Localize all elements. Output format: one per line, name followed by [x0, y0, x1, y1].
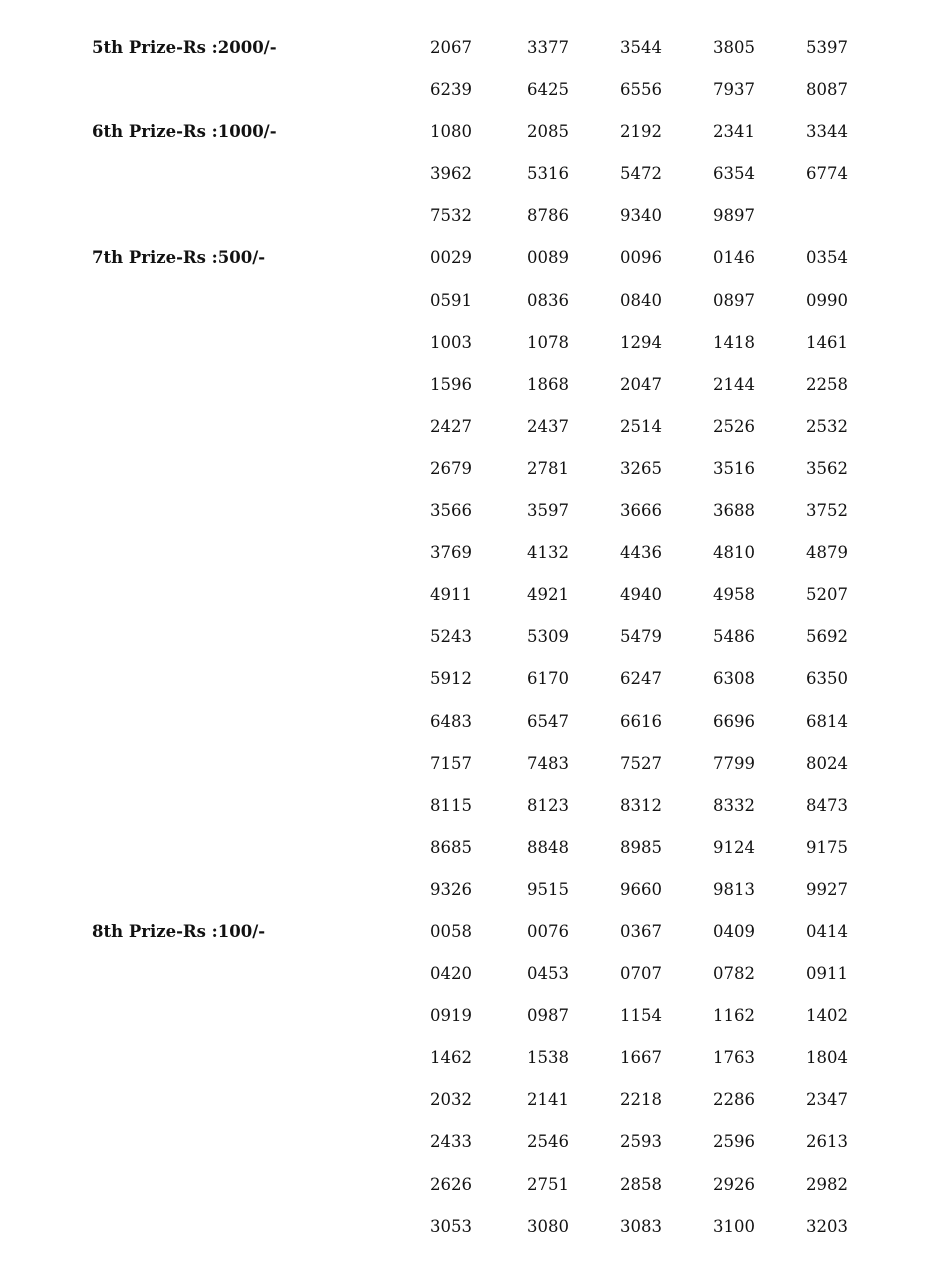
ticket-number: 3666: [620, 501, 662, 521]
prize-label: 5th Prize-Rs :2000/-: [92, 38, 277, 57]
ticket-number: 6556: [620, 80, 662, 100]
ticket-number: 0076: [527, 921, 569, 941]
ticket-number: 8985: [620, 837, 662, 857]
ticket-number: 4940: [620, 585, 662, 605]
ticket-number: 3083: [620, 1216, 662, 1236]
ticket-number: 2032: [430, 1090, 472, 1110]
result-row: [0, 743, 950, 785]
ticket-number: 6547: [527, 711, 569, 731]
result-row: [0, 195, 950, 237]
ticket-number: 6425: [527, 80, 569, 100]
ticket-number: 0058: [430, 921, 472, 941]
ticket-number: 5472: [620, 164, 662, 184]
result-row: [0, 1164, 950, 1206]
result-row: [0, 995, 950, 1037]
ticket-number: 0591: [430, 290, 472, 310]
ticket-number: 3752: [806, 501, 848, 521]
ticket-number: 0840: [620, 290, 662, 310]
ticket-number: 6170: [527, 669, 569, 689]
ticket-number: 8087: [806, 80, 848, 100]
ticket-number: 0029: [430, 248, 472, 268]
ticket-number: 7157: [430, 753, 472, 773]
ticket-number: 3344: [806, 122, 848, 142]
ticket-number: 1461: [806, 332, 848, 352]
ticket-number: 2858: [620, 1174, 662, 1194]
ticket-number: 3516: [713, 458, 755, 478]
result-row: [0, 237, 950, 279]
ticket-number: 4911: [430, 585, 472, 605]
result-row: [0, 1206, 950, 1248]
result-row: [0, 1037, 950, 1079]
ticket-number: 1080: [430, 122, 472, 142]
ticket-number: 1667: [620, 1048, 662, 1068]
ticket-number: 0367: [620, 921, 662, 941]
result-row: [0, 616, 950, 658]
ticket-number: 2286: [713, 1090, 755, 1110]
ticket-number: 8312: [620, 795, 662, 815]
ticket-number: 6696: [713, 711, 755, 731]
ticket-number: 9813: [713, 879, 755, 899]
ticket-number: 3805: [713, 38, 755, 57]
ticket-number: 4436: [620, 543, 662, 563]
result-row: [0, 111, 950, 153]
ticket-number: 7937: [713, 80, 755, 100]
result-row: [0, 27, 950, 69]
ticket-number: 2613: [806, 1132, 848, 1152]
lottery-results-table: [0, 27, 950, 1248]
prize-label: 8th Prize-Rs :100/-: [92, 921, 266, 941]
ticket-number: 0354: [806, 248, 848, 268]
ticket-number: 3100: [713, 1216, 755, 1236]
ticket-number: 1078: [527, 332, 569, 352]
ticket-number: 3562: [806, 458, 848, 478]
ticket-number: 6350: [806, 669, 848, 689]
result-row: [0, 953, 950, 995]
ticket-number: 8786: [527, 206, 569, 226]
result-row: [0, 280, 950, 322]
ticket-number: 0089: [527, 248, 569, 268]
result-row: [0, 701, 950, 743]
result-row: [0, 785, 950, 827]
ticket-number: 4879: [806, 543, 848, 563]
ticket-number: 2626: [430, 1174, 472, 1194]
result-row: [0, 574, 950, 616]
ticket-number: 9124: [713, 837, 755, 857]
ticket-number: 0146: [713, 248, 755, 268]
ticket-number: 3688: [713, 501, 755, 521]
ticket-number: 2192: [620, 122, 662, 142]
ticket-number: 0919: [430, 1006, 472, 1026]
ticket-number: 5912: [430, 669, 472, 689]
ticket-number: 9897: [713, 206, 755, 226]
ticket-number: 8685: [430, 837, 472, 857]
ticket-number: 2596: [713, 1132, 755, 1152]
ticket-number: 1868: [527, 374, 569, 394]
result-row: [0, 69, 950, 111]
prize-label: 7th Prize-Rs :500/-: [92, 248, 266, 268]
ticket-number: 1154: [620, 1006, 662, 1026]
ticket-number: 0707: [620, 964, 662, 984]
ticket-number: 3080: [527, 1216, 569, 1236]
ticket-number: 6616: [620, 711, 662, 731]
ticket-number: 0420: [430, 964, 472, 984]
ticket-number: 9175: [806, 837, 848, 857]
ticket-number: 3203: [806, 1216, 848, 1236]
ticket-number: 0897: [713, 290, 755, 310]
ticket-number: 0414: [806, 921, 848, 941]
ticket-number: 5243: [430, 627, 472, 647]
result-row: [0, 490, 950, 532]
ticket-number: 9326: [430, 879, 472, 899]
ticket-number: 8473: [806, 795, 848, 815]
ticket-number: 7483: [527, 753, 569, 773]
result-row: [0, 406, 950, 448]
ticket-number: 0096: [620, 248, 662, 268]
ticket-number: 2679: [430, 458, 472, 478]
ticket-number: 6354: [713, 164, 755, 184]
result-row: [0, 153, 950, 195]
ticket-number: 1418: [713, 332, 755, 352]
ticket-number: 2144: [713, 374, 755, 394]
ticket-number: 5309: [527, 627, 569, 647]
ticket-number: 6247: [620, 669, 662, 689]
ticket-number: 0453: [527, 964, 569, 984]
ticket-number: 0911: [806, 964, 848, 984]
ticket-number: 1003: [430, 332, 472, 352]
ticket-number: 8332: [713, 795, 755, 815]
ticket-number: 6308: [713, 669, 755, 689]
result-row: [0, 532, 950, 574]
ticket-number: 7532: [430, 206, 472, 226]
ticket-number: 2258: [806, 374, 848, 394]
ticket-number: 0836: [527, 290, 569, 310]
ticket-number: 0990: [806, 290, 848, 310]
ticket-number: 4810: [713, 543, 755, 563]
ticket-number: 5486: [713, 627, 755, 647]
ticket-number: 2437: [527, 416, 569, 436]
ticket-number: 5316: [527, 164, 569, 184]
ticket-number: 0987: [527, 1006, 569, 1026]
ticket-number: 1294: [620, 332, 662, 352]
ticket-number: 0782: [713, 964, 755, 984]
ticket-number: 3265: [620, 458, 662, 478]
ticket-number: 6814: [806, 711, 848, 731]
ticket-number: 1804: [806, 1048, 848, 1068]
ticket-number: 9660: [620, 879, 662, 899]
ticket-number: 2514: [620, 416, 662, 436]
ticket-number: 1596: [430, 374, 472, 394]
ticket-number: 1402: [806, 1006, 848, 1026]
ticket-number: 6483: [430, 711, 472, 731]
ticket-number: 2433: [430, 1132, 472, 1152]
ticket-number: 4132: [527, 543, 569, 563]
result-row: [0, 448, 950, 490]
ticket-number: 7799: [713, 753, 755, 773]
result-row: [0, 658, 950, 700]
ticket-number: 2532: [806, 416, 848, 436]
ticket-number: 2341: [713, 122, 755, 142]
ticket-number: 2751: [527, 1174, 569, 1194]
ticket-number: 2347: [806, 1090, 848, 1110]
ticket-number: 3597: [527, 501, 569, 521]
ticket-number: 8848: [527, 837, 569, 857]
ticket-number: 9515: [527, 879, 569, 899]
ticket-number: 3769: [430, 543, 472, 563]
ticket-number: 2926: [713, 1174, 755, 1194]
ticket-number: 2593: [620, 1132, 662, 1152]
ticket-number: 2427: [430, 416, 472, 436]
ticket-number: 4921: [527, 585, 569, 605]
ticket-number: 6239: [430, 80, 472, 100]
result-row: [0, 322, 950, 364]
ticket-number: 2218: [620, 1090, 662, 1110]
result-row: [0, 1121, 950, 1163]
ticket-number: 3377: [527, 38, 569, 57]
ticket-number: 1462: [430, 1048, 472, 1068]
ticket-number: 6774: [806, 164, 848, 184]
ticket-number: 2982: [806, 1174, 848, 1194]
ticket-number: 1538: [527, 1048, 569, 1068]
result-row: [0, 869, 950, 911]
ticket-number: 3566: [430, 501, 472, 521]
result-row: [0, 364, 950, 406]
ticket-number: 1162: [713, 1006, 755, 1026]
ticket-number: 3544: [620, 38, 662, 57]
prize-label: 6th Prize-Rs :1000/-: [92, 122, 277, 142]
ticket-number: 9340: [620, 206, 662, 226]
ticket-number: 8123: [527, 795, 569, 815]
ticket-number: 0409: [713, 921, 755, 941]
ticket-number: 3962: [430, 164, 472, 184]
ticket-number: 2067: [430, 38, 472, 57]
ticket-number: 5207: [806, 585, 848, 605]
ticket-number: 7527: [620, 753, 662, 773]
ticket-number: 2526: [713, 416, 755, 436]
ticket-number: 2085: [527, 122, 569, 142]
ticket-number: 4958: [713, 585, 755, 605]
ticket-number: 9927: [806, 879, 848, 899]
ticket-number: 8115: [430, 795, 472, 815]
result-row: [0, 1079, 950, 1121]
ticket-number: 2781: [527, 458, 569, 478]
ticket-number: 2141: [527, 1090, 569, 1110]
ticket-number: 5692: [806, 627, 848, 647]
ticket-number: 2047: [620, 374, 662, 394]
result-row: [0, 827, 950, 869]
ticket-number: 1763: [713, 1048, 755, 1068]
result-row: [0, 911, 950, 953]
ticket-number: 3053: [430, 1216, 472, 1236]
ticket-number: 2546: [527, 1132, 569, 1152]
ticket-number: 5397: [806, 38, 848, 57]
ticket-number: 5479: [620, 627, 662, 647]
ticket-number: 8024: [806, 753, 848, 773]
